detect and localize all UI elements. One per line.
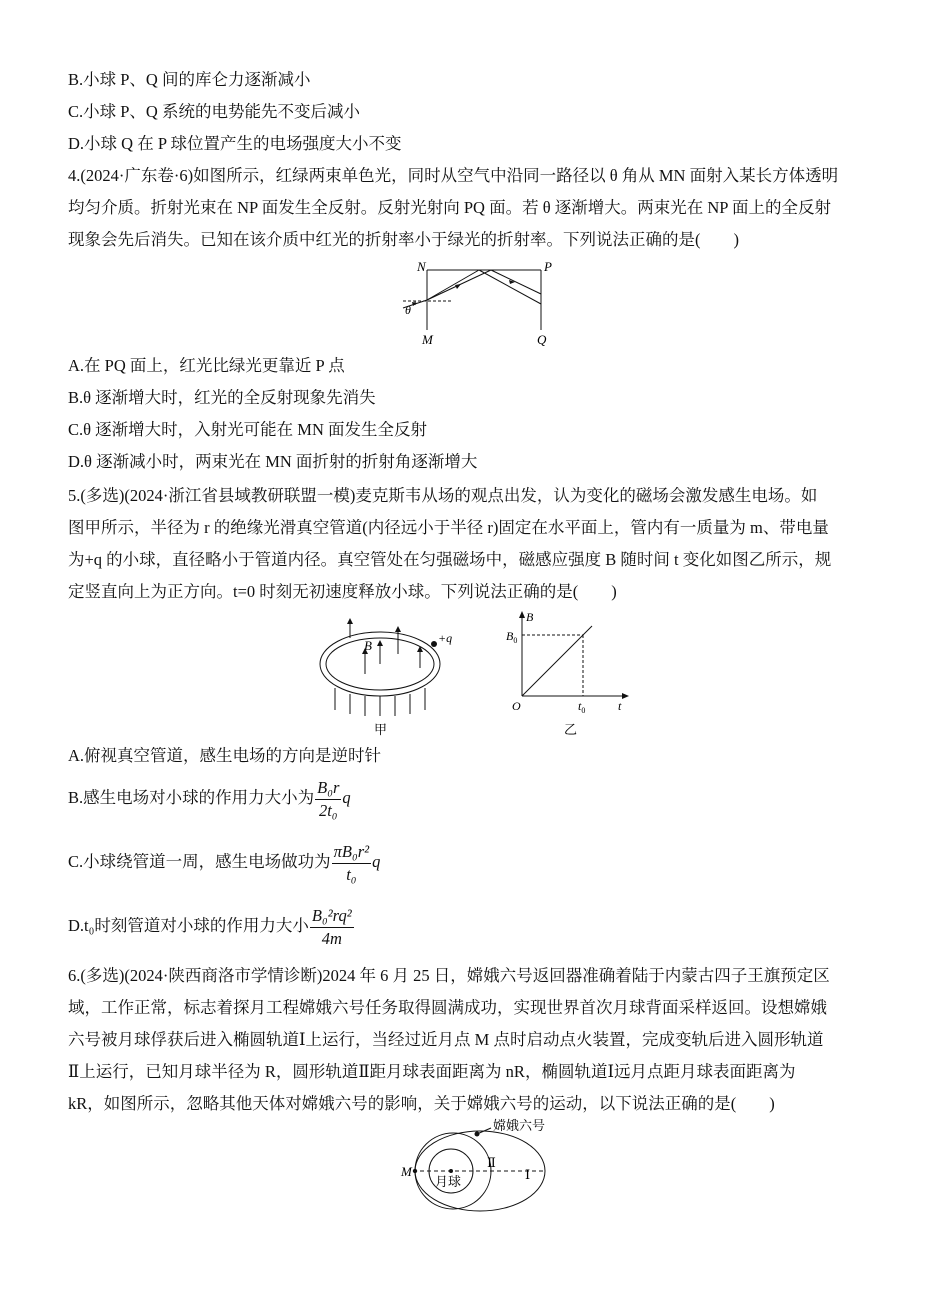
- figure-caption-yi: 乙: [564, 722, 578, 737]
- arrow-up-icon: [395, 626, 401, 632]
- label-p: P: [544, 259, 552, 274]
- label-theta: θ: [405, 303, 411, 317]
- orbit-2-label: Ⅱ: [487, 1155, 496, 1170]
- arrow-up-icon: [347, 618, 353, 624]
- refracted-ray-2: [427, 270, 479, 300]
- q3-option-d: D.小球 Q 在 P 球位置产生的电场强度大小不变: [68, 134, 402, 153]
- q4-stem-line1: 4.(2024·广东卷·6)如图所示，红绿两束单色光，同时从空气中沿同一路径以 θ 角从 MN 面射入某长方体透明: [68, 166, 839, 185]
- moon-label: 月球: [435, 1174, 462, 1189]
- orbit-1-label: Ⅰ: [525, 1167, 531, 1182]
- b-line: [522, 626, 592, 696]
- label-b: B: [364, 638, 372, 653]
- q3-option-c: C.小球 P、Q 系统的电势能先不变后减小: [68, 102, 360, 121]
- arrow-icon: [455, 284, 461, 289]
- label-n: N: [417, 259, 426, 274]
- label-q: Q: [537, 332, 547, 347]
- q5-option-c-text: C.小球绕管道一周，感生电场做功为: [68, 852, 331, 871]
- fraction: [332, 841, 371, 886]
- x-axis-label: t: [618, 699, 622, 713]
- moon-center-icon: [449, 1169, 453, 1173]
- t0-label: $t_0$: [578, 699, 586, 715]
- q4-stem-line3: 现象会先后消失。已知在该介质中红光的折射率小于绿光的折射率。下列说法正确的是( ): [68, 230, 739, 249]
- point-m-icon: [413, 1169, 417, 1173]
- numerator: B₀²rq²: [310, 905, 354, 928]
- q6-stem-line1: 6.(多选)(2024·陕西商洛市学情诊断)2024 年 6 月 25 日，嫦娥六号返回器准确着陆于内蒙古四子王旗预定区: [68, 966, 830, 985]
- numerator: πB₀r²: [332, 841, 371, 864]
- q5-b-t-graph: [500, 608, 640, 740]
- q5-ring-figure: [310, 614, 470, 740]
- origin-label: O: [512, 699, 521, 713]
- q4-prism-figure: [395, 258, 565, 348]
- q4-option-d: D.θ 逐渐减小时，两束光在 MN 面折射的折射角逐渐增大: [68, 452, 478, 471]
- q4-option-c: C.θ 逐渐增大时，入射光可能在 MN 面发生全反射: [68, 420, 427, 439]
- charge-q: q: [372, 852, 381, 871]
- q5-stem-line4: 定竖直向上为正方向。t=0 时刻无初速度释放小球。下列说法正确的是( ): [68, 582, 617, 601]
- q5-option-d: [68, 902, 355, 950]
- q5-stem-line2: 图甲所示，半径为 r 的绝缘光滑真空管道(内径远小于半径 r)固定在水平面上，管内有一质量为 m、带电量: [68, 518, 829, 537]
- denominator: t₀: [346, 864, 357, 884]
- q5-option-d-text: D.t₀时刻管道对小球的作用力大小: [68, 916, 309, 935]
- figure-caption-jia: 甲: [374, 722, 388, 737]
- q3-option-b: B.小球 P、Q 间的库仑力逐渐减小: [68, 70, 311, 89]
- y-axis-label: B: [526, 610, 534, 624]
- q6-stem-line4: Ⅱ上运行，已知月球半径为 R，圆形轨道Ⅱ距月球表面距离为 nR，椭圆轨道Ⅰ远月点距月球表面距离为: [68, 1062, 796, 1081]
- q5-stem-line3: 为+q 的小球，直径略小于管道内径。真空管处在匀强磁场中，磁感应强度 B 随时间 t 变化如图乙所示，规: [68, 550, 832, 569]
- charge-q: q: [342, 788, 351, 807]
- q5-stem-line1: 5.(多选)(2024·浙江省县域教研联盟一模)麦克斯韦从场的观点出发，认为变化的磁场会激发感生电场。如: [68, 486, 818, 505]
- q6-stem-line3: 六号被月球俘获后进入椭圆轨道Ⅰ上运行，当经过近月点 M 点时启动点火装置，完成变轨后进入圆形轨道: [68, 1030, 824, 1049]
- q4-stem-line2: 均匀介质。折射光束在 NP 面发生全反射。反射光射向 PQ 面。若 θ 逐渐增大。两束光在 NP 面上的全反射: [68, 198, 831, 217]
- q5-option-c: [68, 838, 380, 886]
- reflected-ray-2: [479, 270, 541, 304]
- denominator: 2t₀: [318, 800, 338, 820]
- arrow-up-icon: [377, 640, 383, 646]
- q4-option-b: B.θ 逐渐增大时，红光的全反射现象先消失: [68, 388, 376, 407]
- numerator: B₀r: [315, 777, 341, 800]
- q4-option-a: A.在 PQ 面上，红光比绿光更靠近 P 点: [68, 356, 345, 375]
- q5-option-b-text: B.感生电场对小球的作用力大小为: [68, 788, 315, 807]
- label-m: M: [422, 332, 433, 347]
- denominator: 4m: [321, 928, 342, 948]
- probe-label: 嫦娥六号: [493, 1118, 546, 1133]
- fraction: [310, 905, 354, 950]
- arrow-up-icon: [417, 646, 423, 652]
- q6-stem-line5: kR，如图所示，忽略其他天体对嫦娥六号的影响，关于嫦娥六号的运动，以下说法正确的是( ): [68, 1094, 775, 1113]
- fraction: [315, 777, 341, 822]
- ball-icon: [431, 641, 437, 647]
- b0-label: $B_0$: [506, 629, 518, 645]
- q6-orbit-figure: [395, 1116, 565, 1214]
- label-m: M: [401, 1164, 412, 1179]
- q5-option-b: [68, 774, 351, 822]
- spacecraft-icon: [475, 1132, 480, 1137]
- q6-stem-line2: 域，工作正常，标志着探月工程嫦娥六号任务取得圆满成功，实现世界首次月球背面采样返回。设想嫦娥: [68, 998, 827, 1017]
- q5-option-a: A.俯视真空管道，感生电场的方向是逆时针: [68, 746, 382, 765]
- label-charge: +q: [438, 631, 453, 645]
